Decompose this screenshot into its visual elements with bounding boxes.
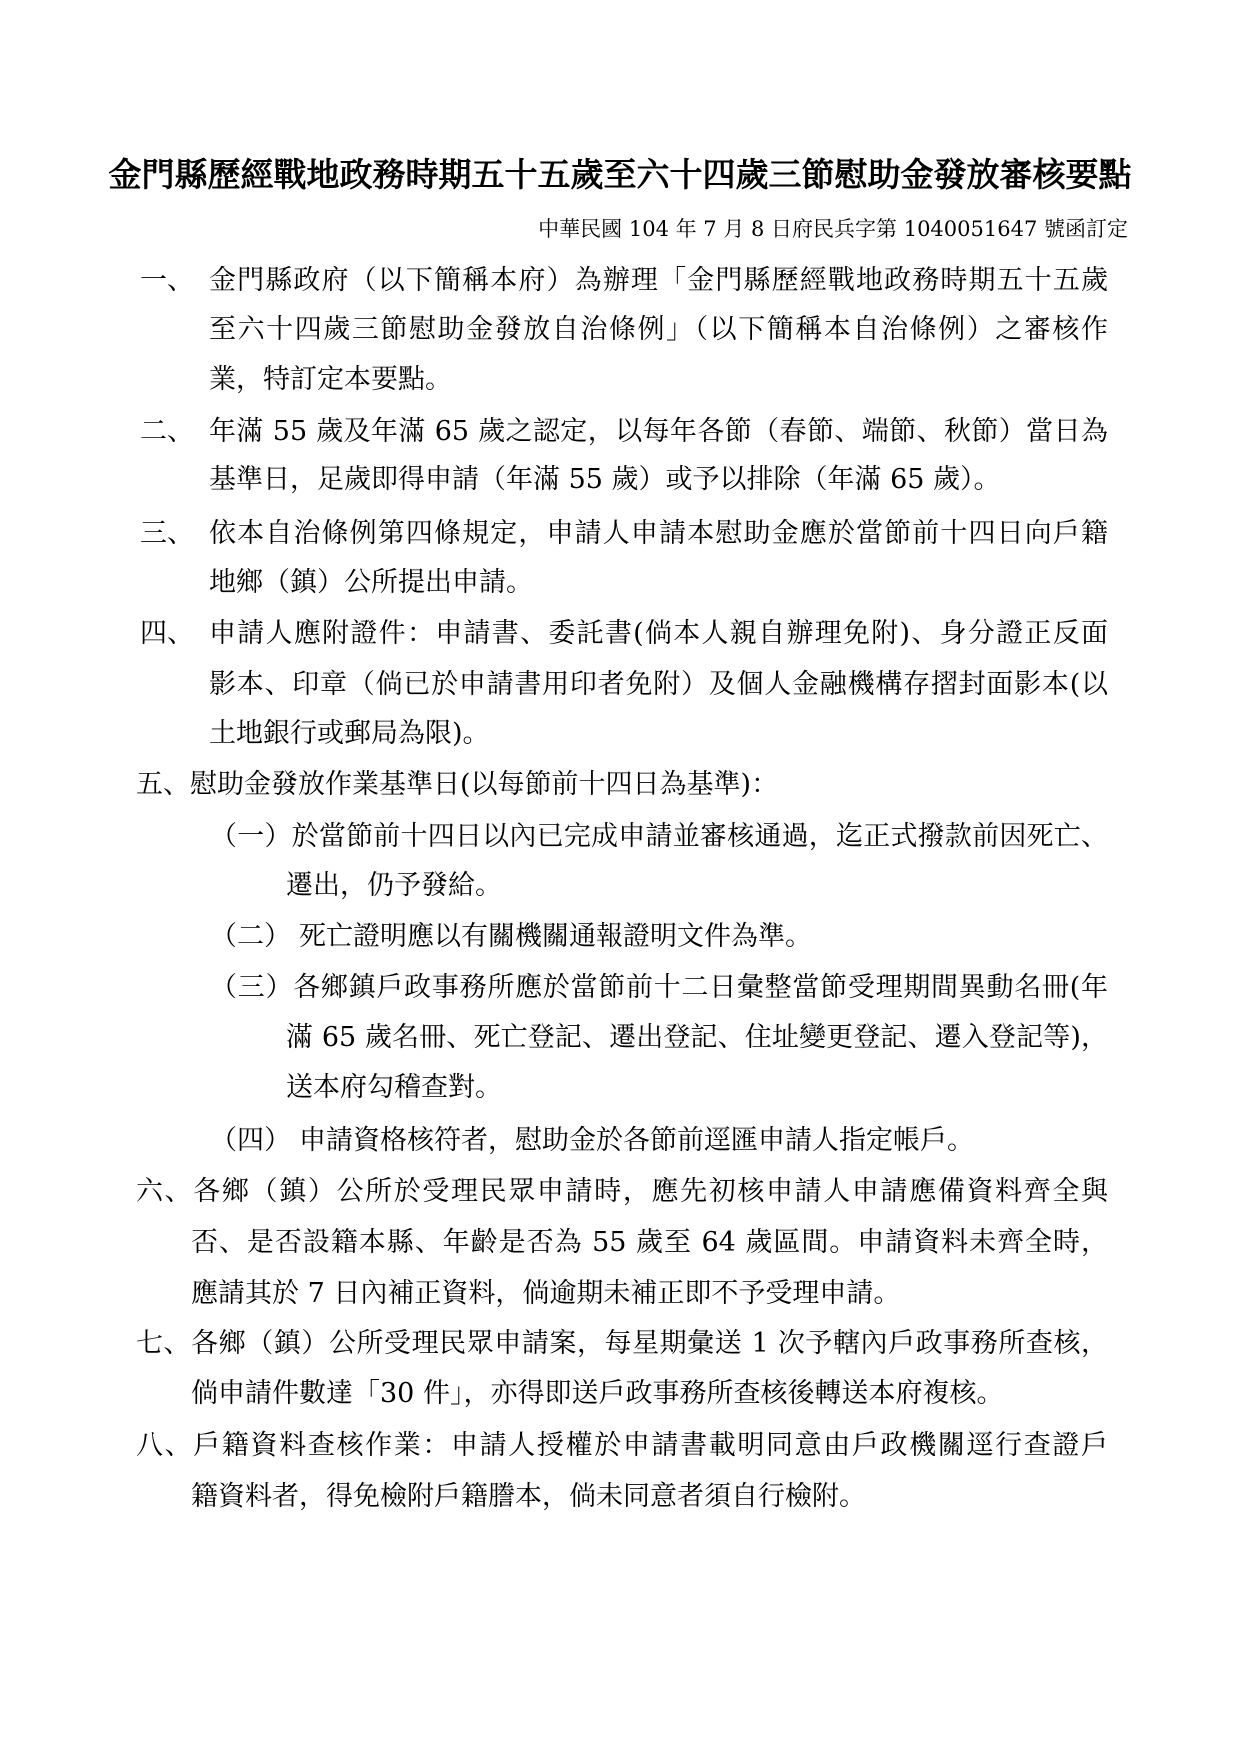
- subitem-line: [210, 812, 1108, 862]
- item-line: 基準日，足歲即得申請（年滿 55 歲）或予以排除（年滿 65 歲）。: [209, 464, 1001, 495]
- subitem-label: （二）: [210, 921, 291, 952]
- subitem-line: [210, 963, 1108, 1013]
- subitem-text: 死亡證明應以有關機關通報證明文件為準。: [299, 921, 812, 952]
- item-line: 至六十四歲三節慰助金發放自治條例」（以下簡稱本自治條例）之審核作: [209, 314, 1108, 345]
- item-line: 土地銀行或郵局為限)。: [209, 718, 490, 749]
- item-line: [136, 1167, 1108, 1217]
- subitem-line: [210, 1116, 1108, 1166]
- item-line: 影本、印章（倘已於申請書用印者免附）及個人金融機構存摺封面影本(以: [209, 669, 1108, 700]
- item-label: 一、: [140, 265, 194, 296]
- subitem-line: [210, 912, 1108, 962]
- subitem-label: （四）: [210, 1125, 291, 1156]
- subitem-line: 滿 65 歲名冊、死亡登記、遷出登記、住址變更登記、遷入登記等)，: [286, 1022, 1108, 1053]
- item-line: 年滿 55 歲及年滿 65 歲之認定，以每年各節（春節、端節、秋節）當日為: [209, 416, 1108, 447]
- item-line: 倘申請件數達「30 件」，亦得即送戶政事務所查核後轉送本府複核。: [191, 1378, 1004, 1409]
- item-text: 戶籍資料查核作業：申請人授權於申請書載明同意由戶政機關逕行查證戶: [193, 1430, 1109, 1461]
- item-line: 業，特訂定本要點。: [209, 364, 452, 395]
- document-title: 金門縣歷經戰地政務時期五十五歲至六十四歲三節慰助金發放審核要點: [108, 155, 1132, 194]
- subitem-text: 申請資格核符者，慰助金於各節前逕匯申請人指定帳戶。: [299, 1125, 974, 1156]
- item-label: 七、: [136, 1328, 192, 1359]
- item-line: 地鄉（鎮）公所提出申請。: [209, 567, 533, 598]
- item-line: 金門縣政府（以下簡稱本府）為辦理「金門縣歷經戰地政務時期五十五歲: [209, 265, 1108, 296]
- item-line: 籍資料者，得免檢附戶籍謄本，倘未同意者須自行檢附。: [191, 1481, 866, 1512]
- item-label: 三、: [140, 518, 194, 549]
- item-text: 各鄉（鎮）公所受理民眾申請案，每星期彙送 1 次予轄內戶政事務所查核，: [191, 1328, 1108, 1359]
- subitem-line: 送本府勾稽查對。: [286, 1072, 502, 1103]
- item-line: [136, 1319, 1108, 1369]
- document-subtitle: 中華民國 104 年 7 月 8 日府民兵字第 1040051647 號函訂定: [538, 217, 1128, 241]
- item-label: 二、: [140, 416, 194, 447]
- subitem-line: 遷出，仍予發給。: [286, 870, 502, 901]
- item-text: 慰助金發放作業基準日(以每節前十四日為基準)：: [190, 769, 779, 800]
- item-line: 應請其於 7 日內補正資料，倘逾期未補正即不予受理申請。: [191, 1278, 901, 1309]
- subitem-label: （三）: [210, 972, 294, 1003]
- item-line: [136, 760, 1108, 810]
- item-text: 各鄉（鎮）公所於受理民眾申請時，應先初核申請人申請應備資料齊全與: [193, 1176, 1109, 1207]
- item-label: 六、: [136, 1176, 194, 1207]
- subitem-label: （一）: [210, 821, 292, 852]
- item-line: 依本自治條例第四條規定，申請人申請本慰助金應於當節前十四日向戶籍: [209, 518, 1108, 549]
- item-label: 五、: [136, 769, 190, 800]
- subitem-text: 各鄉鎮戶政事務所應於當節前十二日彙整當節受理期間異動名冊(年: [293, 972, 1108, 1003]
- item-line: 申請人應附證件：申請書、委託書(倘本人親自辦理免附)、身分證正反面: [209, 618, 1108, 649]
- item-label: 八、: [136, 1430, 194, 1461]
- item-line: 否、是否設籍本縣、年齡是否為 55 歲至 64 歲區間。申請資料未齊全時，: [191, 1227, 1108, 1258]
- subitem-text: 於當節前十四日以內已完成申請並審核通過，迄正式撥款前因死亡、: [291, 821, 1108, 852]
- item-label: 四、: [140, 618, 194, 649]
- item-line: [136, 1421, 1108, 1471]
